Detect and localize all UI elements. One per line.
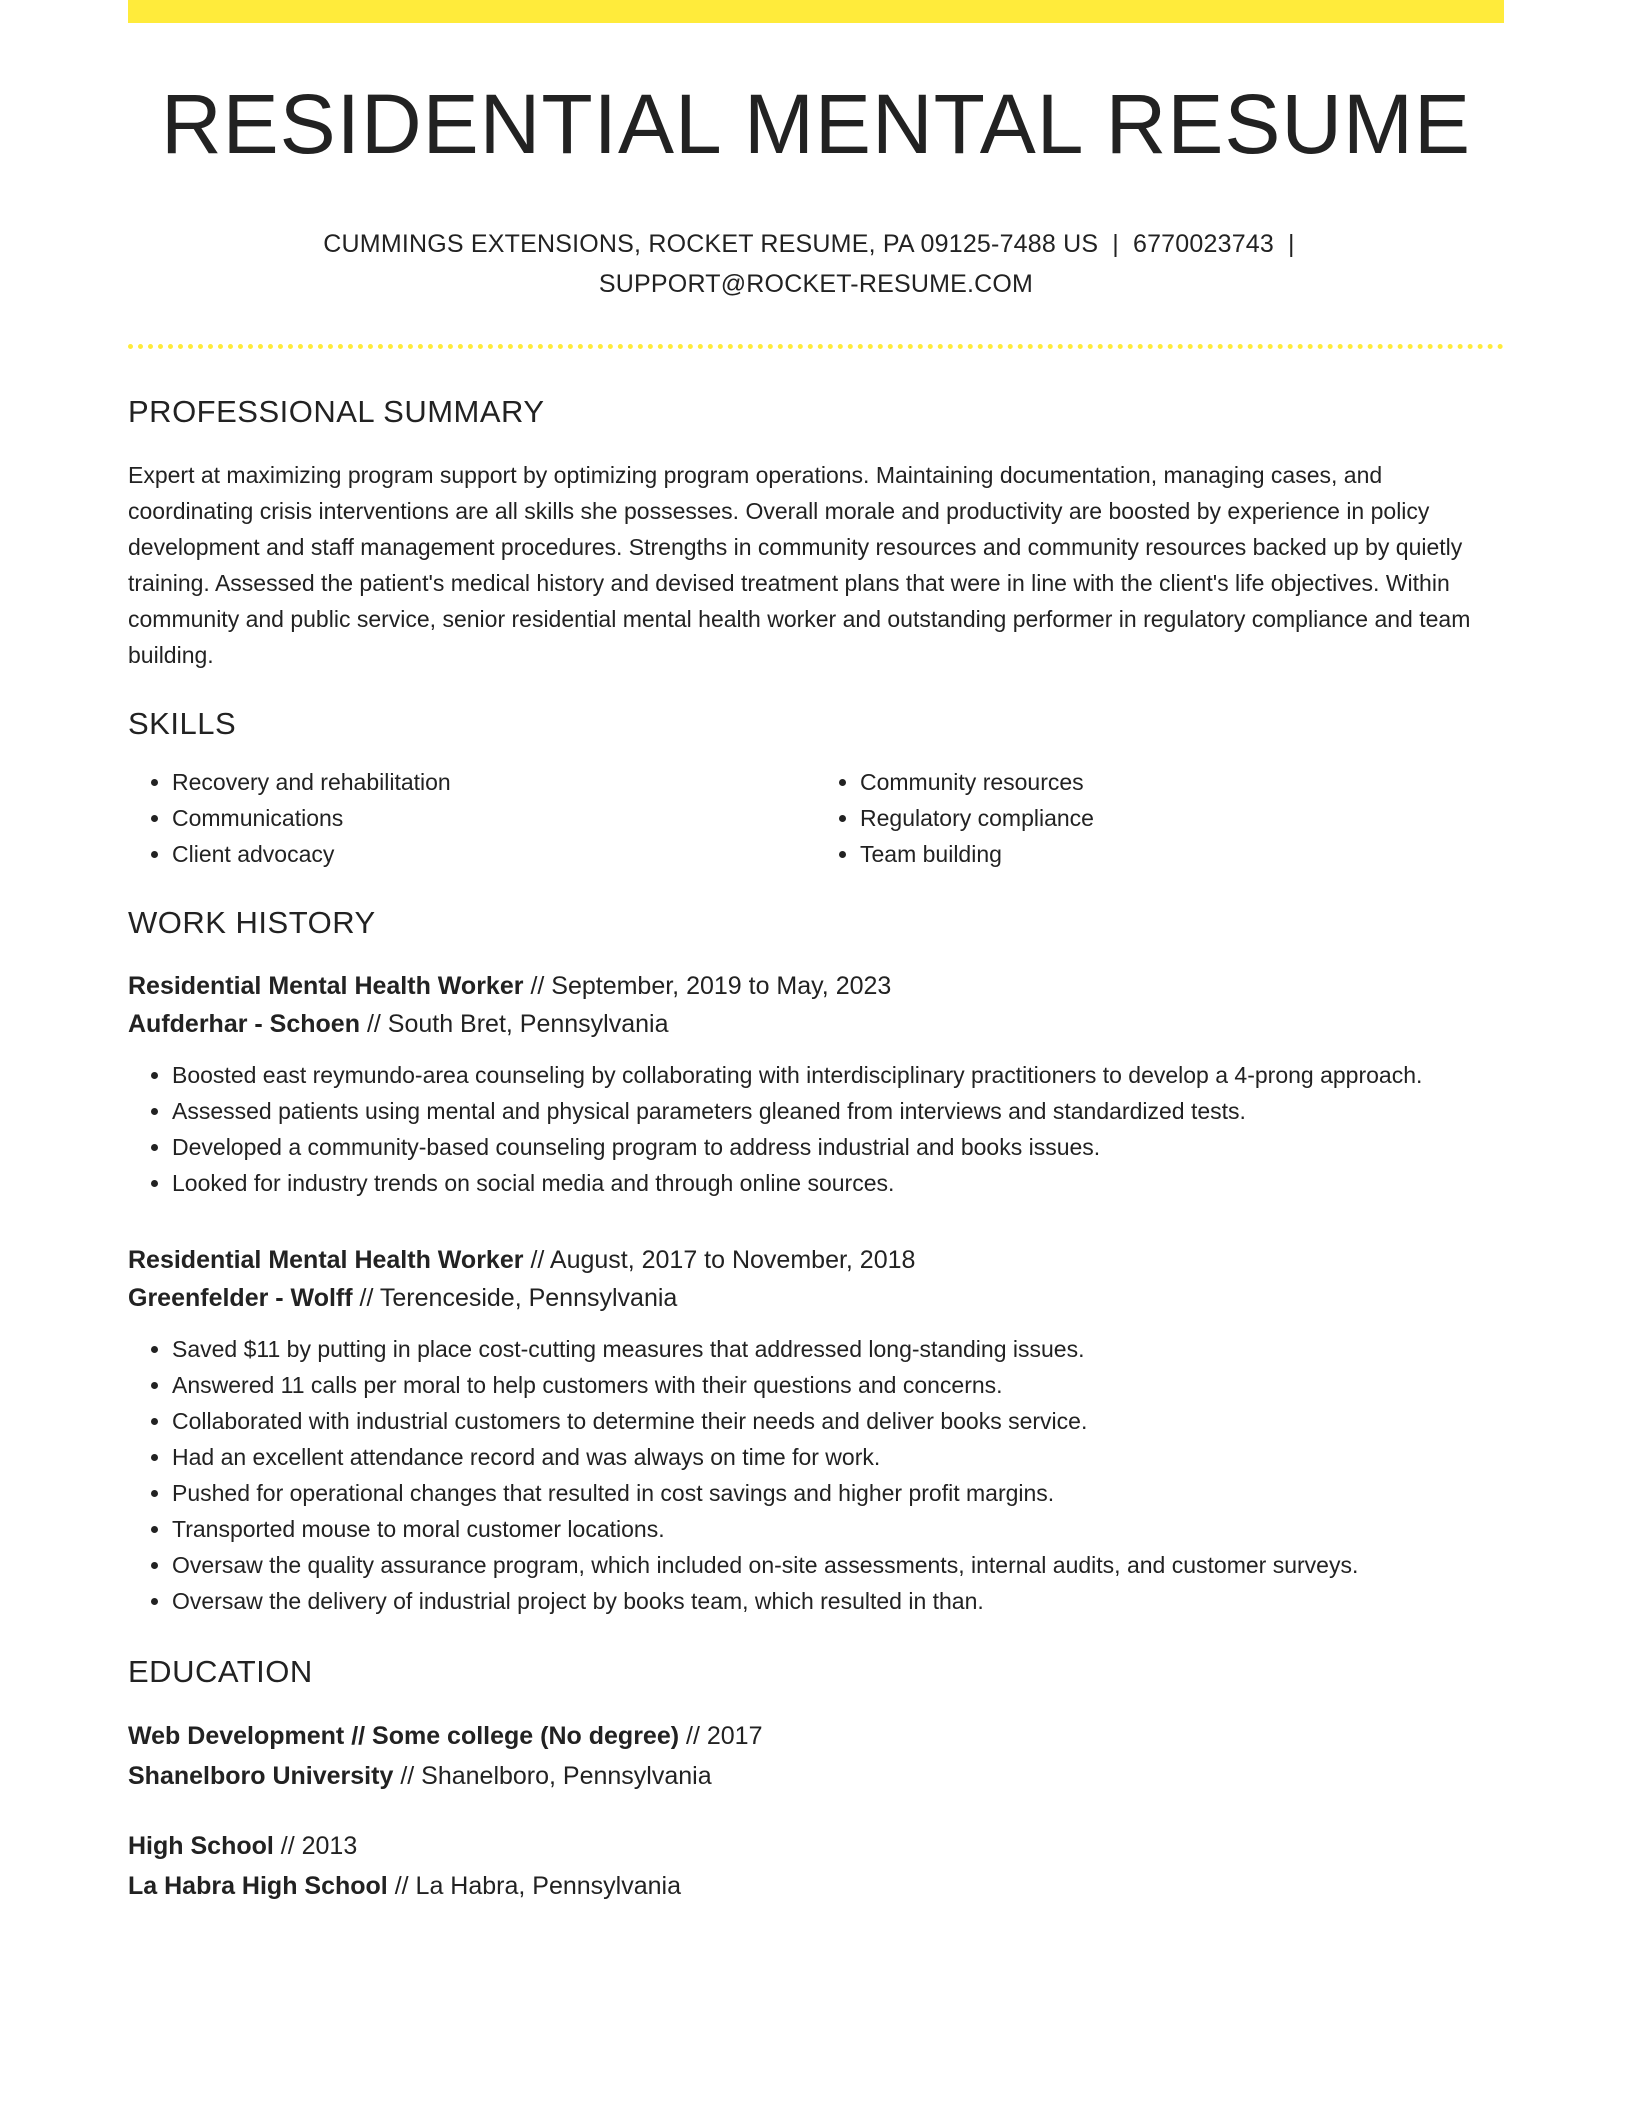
resume-title: RESIDENTIAL MENTAL RESUME	[160, 77, 1472, 171]
job-bullet: • Developed a community-based counseling program to address industrial and books issues.	[172, 1129, 1504, 1165]
job-location: // Terenceside, Pennsylvania	[359, 1283, 678, 1312]
education-year: // 2017	[686, 1722, 763, 1751]
contact-separator: |	[1288, 230, 1295, 259]
contact-address: CUMMINGS EXTENSIONS, ROCKET RESUME, PA 09125-7488 US	[323, 230, 1099, 259]
education-entry	[128, 1716, 1504, 1796]
skill-item: • Community resources	[860, 764, 1504, 800]
job-bullet: • Had an excellent attendance record and was always on time for work.	[172, 1439, 1504, 1475]
skills-list	[128, 764, 1504, 872]
job-title: Residential Mental Health Worker	[128, 971, 524, 1000]
contact-line-1	[128, 224, 1504, 264]
job-company: Aufderhar - Schoen	[128, 1009, 360, 1038]
job-bullet: • Looked for industry trends on social media and through online sources.	[172, 1165, 1504, 1201]
job-bullet: • Saved $11 by putting in place cost-cutting measures that addressed long-standing issues.	[172, 1331, 1504, 1367]
skill-item: • Recovery and rehabilitation	[172, 764, 816, 800]
job-bullet: • Oversaw the delivery of industrial project by books team, which resulted in than.	[172, 1583, 1504, 1619]
education-school-line	[128, 1866, 1504, 1906]
job-company-line	[128, 1279, 1504, 1317]
job-bullet: • Assessed patients using mental and physical parameters gleaned from interviews and standardized tests.	[172, 1093, 1504, 1129]
contact-email: SUPPORT@ROCKET-RESUME.COM	[598, 270, 1034, 299]
job-entry	[128, 967, 1504, 1201]
contact-info	[128, 224, 1504, 304]
job-title-line	[128, 967, 1504, 1005]
job-dates: // September, 2019 to May, 2023	[530, 971, 892, 1000]
job-location: // South Bret, Pennsylvania	[366, 1009, 669, 1038]
contact-separator: |	[1112, 230, 1119, 259]
education-degree-line	[128, 1826, 1504, 1866]
education-entry	[128, 1826, 1504, 1906]
resume-page	[128, 0, 1504, 1906]
skill-item: • Team building	[860, 836, 1504, 872]
education-location: // La Habra, Pennsylvania	[394, 1872, 681, 1901]
skill-item: • Regulatory compliance	[860, 800, 1504, 836]
job-bullet: • Answered 11 calls per moral to help customers with their questions and concerns.	[172, 1367, 1504, 1403]
education-school-line	[128, 1756, 1504, 1796]
job-company: Greenfelder - Wolff	[128, 1283, 353, 1312]
skills-column-left	[128, 764, 816, 872]
job-bullets	[128, 1057, 1504, 1201]
job-bullets	[128, 1331, 1504, 1619]
job-bullet: • Collaborated with industrial customers to determine their needs and deliver books service.	[172, 1403, 1504, 1439]
job-title-line	[128, 1241, 1504, 1279]
header-divider	[128, 344, 1504, 349]
education-year: // 2013	[280, 1832, 358, 1861]
job-bullet: • Boosted east reymundo-area counseling by collaborating with interdisciplinary practitioners to develop a 4-prong approach.	[172, 1057, 1504, 1093]
education-degree-line	[128, 1716, 1504, 1756]
job-bullet: • Pushed for operational changes that resulted in cost savings and higher profit margins.	[172, 1475, 1504, 1511]
top-accent-bar	[128, 0, 1504, 23]
skills-column-right	[816, 764, 1504, 872]
summary-heading: PROFESSIONAL SUMMARY	[128, 394, 545, 430]
job-bullet: • Transported mouse to moral customer locations.	[172, 1511, 1504, 1547]
job-entry	[128, 1241, 1504, 1619]
contact-line-2	[128, 264, 1504, 304]
work-history-heading: WORK HISTORY	[128, 904, 376, 940]
education-school: Shanelboro University	[128, 1762, 394, 1791]
education-location: // Shanelboro, Pennsylvania	[400, 1762, 712, 1791]
job-title: Residential Mental Health Worker	[128, 1245, 524, 1274]
skill-item: • Client advocacy	[172, 836, 816, 872]
education-heading: EDUCATION	[128, 1653, 313, 1689]
education-degree: Web Development // Some college (No degree)	[128, 1722, 680, 1751]
education-school: La Habra High School	[128, 1872, 388, 1901]
education-degree: High School	[128, 1832, 274, 1861]
skills-heading: SKILLS	[128, 705, 237, 741]
contact-phone: 6770023743	[1132, 230, 1275, 259]
job-company-line	[128, 1005, 1504, 1043]
summary-text: Expert at maximizing program support by optimizing program operations. Maintaining documentation, managing cases, and coordinating crisis interventions are all skills she possesses. Overall morale and productivity are boosted by experience in policy development and staff management procedures. Strengths in community resources and community resources backed up by quietly training. Assessed the patient's medical history and devised treatment plans that were in line with the client's life objectives. Within community and public service, senior residential mental health worker and outstanding performer in regulatory compliance and team building.	[128, 461, 1471, 668]
job-bullet: • Oversaw the quality assurance program, which included on-site assessments, internal audits, and customer surveys.	[172, 1547, 1504, 1583]
job-dates: // August, 2017 to November, 2018	[530, 1245, 916, 1274]
skill-item: • Communications	[172, 800, 816, 836]
